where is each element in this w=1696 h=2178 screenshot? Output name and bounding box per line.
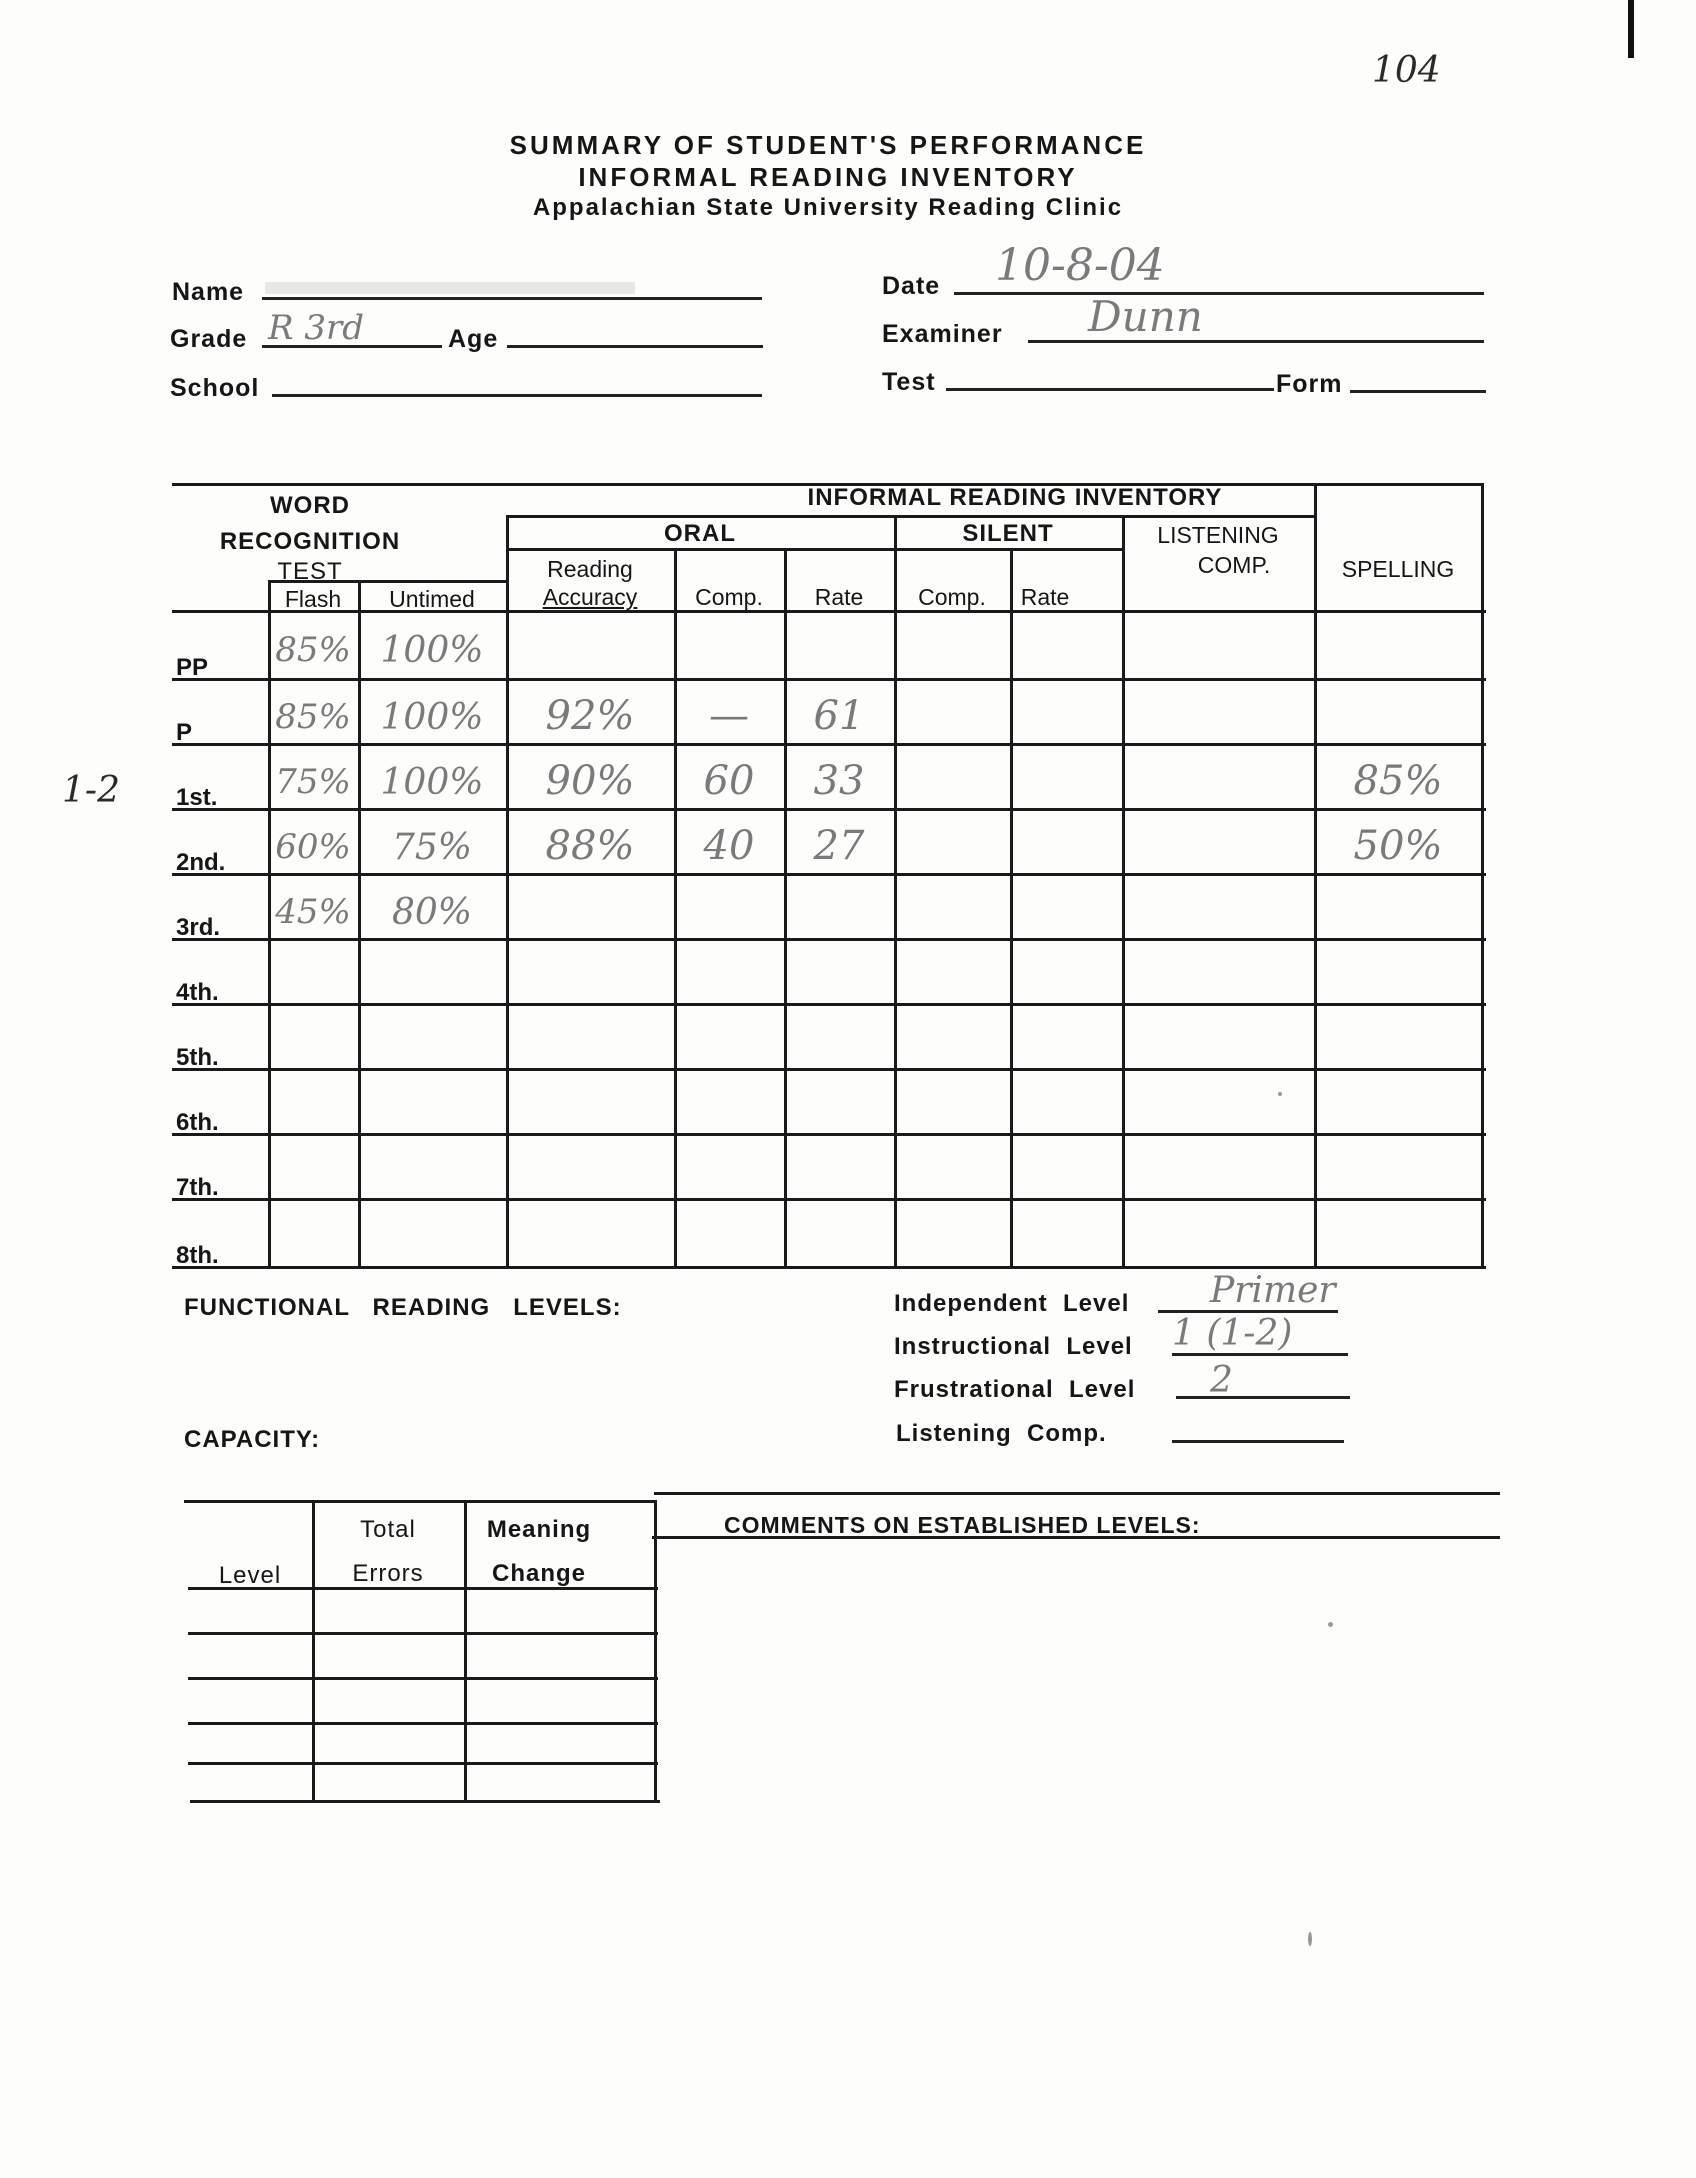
untimed-cell: 75% — [391, 827, 472, 868]
flash-cell: 75% — [275, 762, 351, 802]
capacity-total-head: Total — [360, 1516, 416, 1543]
capacity-right-edge — [654, 1500, 657, 1802]
spelling-head: SPELLING — [1341, 556, 1455, 582]
accuracy-head: Accuracy — [542, 584, 638, 610]
flash-cell: 60% — [275, 827, 351, 867]
functional-heading: FUNCTIONAL READING LEVELS: — [184, 1294, 622, 1321]
independent-value: Primer — [1210, 1270, 1336, 1311]
row-label: 6th. — [176, 1109, 219, 1136]
subhead-rule — [506, 548, 1124, 551]
row-label: 3rd. — [176, 914, 221, 941]
header-line-2: INFORMAL READING INVENTORY — [578, 162, 1078, 192]
test-field[interactable] — [946, 388, 1274, 391]
row-rule — [172, 1266, 1486, 1269]
flash-cell: 45% — [275, 892, 351, 932]
accuracy-cell: 88% — [545, 823, 635, 869]
examiner-value: Dunn — [1088, 292, 1203, 341]
staple-mark — [1628, 0, 1634, 58]
name-field[interactable] — [262, 297, 762, 300]
word-rec-head-2: RECOGNITION — [219, 528, 401, 555]
instructional-value: 1 (1-2) — [1172, 1313, 1293, 1354]
oral-comp-cell: — — [709, 693, 749, 739]
frustrational-value: 2 — [1210, 1360, 1233, 1401]
test-label: Test — [882, 368, 936, 396]
listening-label: Listening Comp. — [896, 1420, 1107, 1447]
date-field[interactable] — [954, 292, 1484, 295]
untimed-head: Untimed — [389, 586, 475, 612]
independent-label: Independent Level — [894, 1290, 1130, 1317]
listening-head-2: COMP. — [1197, 552, 1271, 578]
oral-comp-cell: 60 — [703, 758, 755, 804]
date-label: Date — [882, 272, 941, 300]
word-rec-divider — [506, 515, 509, 1269]
form-field[interactable] — [1350, 390, 1486, 393]
comments-heading: COMMENTS ON ESTABLISHED LEVELS: — [724, 1512, 1201, 1538]
listening-head-1: LISTENING — [1157, 522, 1279, 548]
capacity-meaning-head: Meaning — [486, 1516, 592, 1543]
capacity-level-head: Level — [218, 1562, 282, 1589]
row-rule — [172, 873, 1486, 876]
scan-speck — [1308, 1932, 1312, 1946]
word-rec-head-1: WORD — [270, 492, 350, 519]
silent-head: SILENT — [962, 520, 1054, 547]
row-rule — [172, 743, 1486, 746]
age-field[interactable] — [507, 345, 763, 348]
row-rule — [172, 1133, 1486, 1136]
oral-head: ORAL — [664, 520, 736, 547]
accuracy-cell: 90% — [545, 758, 635, 804]
oral-comp-divider — [674, 548, 677, 1269]
word-rec-head-3: TEST — [277, 558, 343, 585]
reading-head: Reading — [547, 556, 633, 582]
oral-rate-cell: 27 — [813, 823, 865, 869]
margin-note: 1-2 — [62, 770, 120, 811]
row-rule — [172, 808, 1486, 811]
page-number: 104 — [1372, 50, 1441, 91]
silent-comp-head: Comp. — [918, 584, 986, 610]
comments-top-rule — [654, 1492, 1500, 1495]
untimed-cell: 80% — [391, 892, 472, 933]
grade-value: R 3rd — [268, 308, 365, 348]
silent-rate-head: Rate — [1020, 584, 1070, 610]
accuracy-cell: 92% — [545, 693, 635, 739]
oral-comp-head: Comp. — [695, 584, 763, 610]
row-label: 7th. — [176, 1174, 219, 1201]
flash-cell: 85% — [275, 697, 351, 737]
oral-comp-cell: 40 — [703, 823, 755, 869]
row-rule — [172, 938, 1486, 941]
oral-silent-rule — [506, 515, 1314, 518]
row-label: 1st. — [176, 784, 218, 811]
grade-label: Grade — [170, 325, 248, 353]
redacted-name — [265, 282, 635, 294]
oral-rate-divider — [784, 548, 787, 1269]
capacity-bottom-rule — [190, 1800, 660, 1803]
capacity-row-rule — [188, 1722, 658, 1725]
untimed-cell: 100% — [380, 630, 484, 671]
row-label: 4th. — [176, 979, 219, 1006]
iri-head: INFORMAL READING INVENTORY — [807, 484, 1223, 511]
examiner-label: Examiner — [882, 320, 1003, 348]
capacity-row-rule — [188, 1632, 658, 1635]
silent-rate-divider — [1010, 548, 1013, 1269]
oral-silent-divider — [894, 515, 897, 1269]
listening-divider — [1122, 515, 1125, 1269]
oral-rate-cell: 61 — [813, 693, 865, 739]
row-label: 5th. — [176, 1044, 219, 1071]
date-value: 10-8-04 — [995, 240, 1165, 291]
capacity-row-rule — [188, 1677, 658, 1680]
scan-speck — [1278, 1092, 1282, 1096]
listening-field[interactable] — [1172, 1440, 1344, 1443]
capacity-top-rule — [184, 1500, 654, 1503]
school-field[interactable] — [272, 394, 762, 397]
header-line-1: SUMMARY OF STUDENT'S PERFORMANCE — [509, 130, 1147, 160]
row-label: 8th. — [176, 1242, 219, 1269]
instructional-label: Instructional Level — [894, 1333, 1133, 1360]
capacity-divider — [312, 1500, 315, 1802]
untimed-cell: 100% — [380, 697, 484, 738]
oral-rate-head: Rate — [814, 584, 864, 610]
row-label: 2nd. — [176, 849, 226, 876]
capacity-change-head: Change — [491, 1560, 586, 1587]
row-label: PP — [176, 654, 209, 681]
spelling-divider — [1314, 483, 1317, 1269]
header-line-3: Appalachian State University Reading Clinic — [532, 194, 1124, 221]
capacity-label: CAPACITY: — [184, 1426, 321, 1453]
flash-cell: 85% — [275, 630, 351, 670]
flash-head: Flash — [284, 586, 342, 612]
form-label: Form — [1276, 370, 1343, 398]
row-rule — [172, 1003, 1486, 1006]
spelling-cell: 50% — [1353, 823, 1443, 869]
oral-rate-cell: 33 — [813, 758, 865, 804]
frustrational-field[interactable] — [1176, 1396, 1350, 1399]
row-rule — [172, 678, 1486, 681]
spelling-cell: 85% — [1353, 758, 1443, 804]
scan-speck — [1328, 1622, 1333, 1627]
age-label: Age — [448, 325, 499, 353]
frustrational-label: Frustrational Level — [894, 1376, 1136, 1403]
school-label: School — [170, 374, 260, 402]
untimed-cell: 100% — [380, 762, 484, 803]
name-label: Name — [172, 278, 245, 306]
row-label: P — [176, 719, 193, 746]
capacity-row-rule — [188, 1762, 658, 1765]
capacity-divider — [464, 1500, 467, 1802]
table-right-edge — [1481, 483, 1484, 1269]
row-rule — [172, 1068, 1486, 1071]
row-rule — [172, 1198, 1486, 1201]
capacity-errors-head: Errors — [352, 1560, 424, 1587]
